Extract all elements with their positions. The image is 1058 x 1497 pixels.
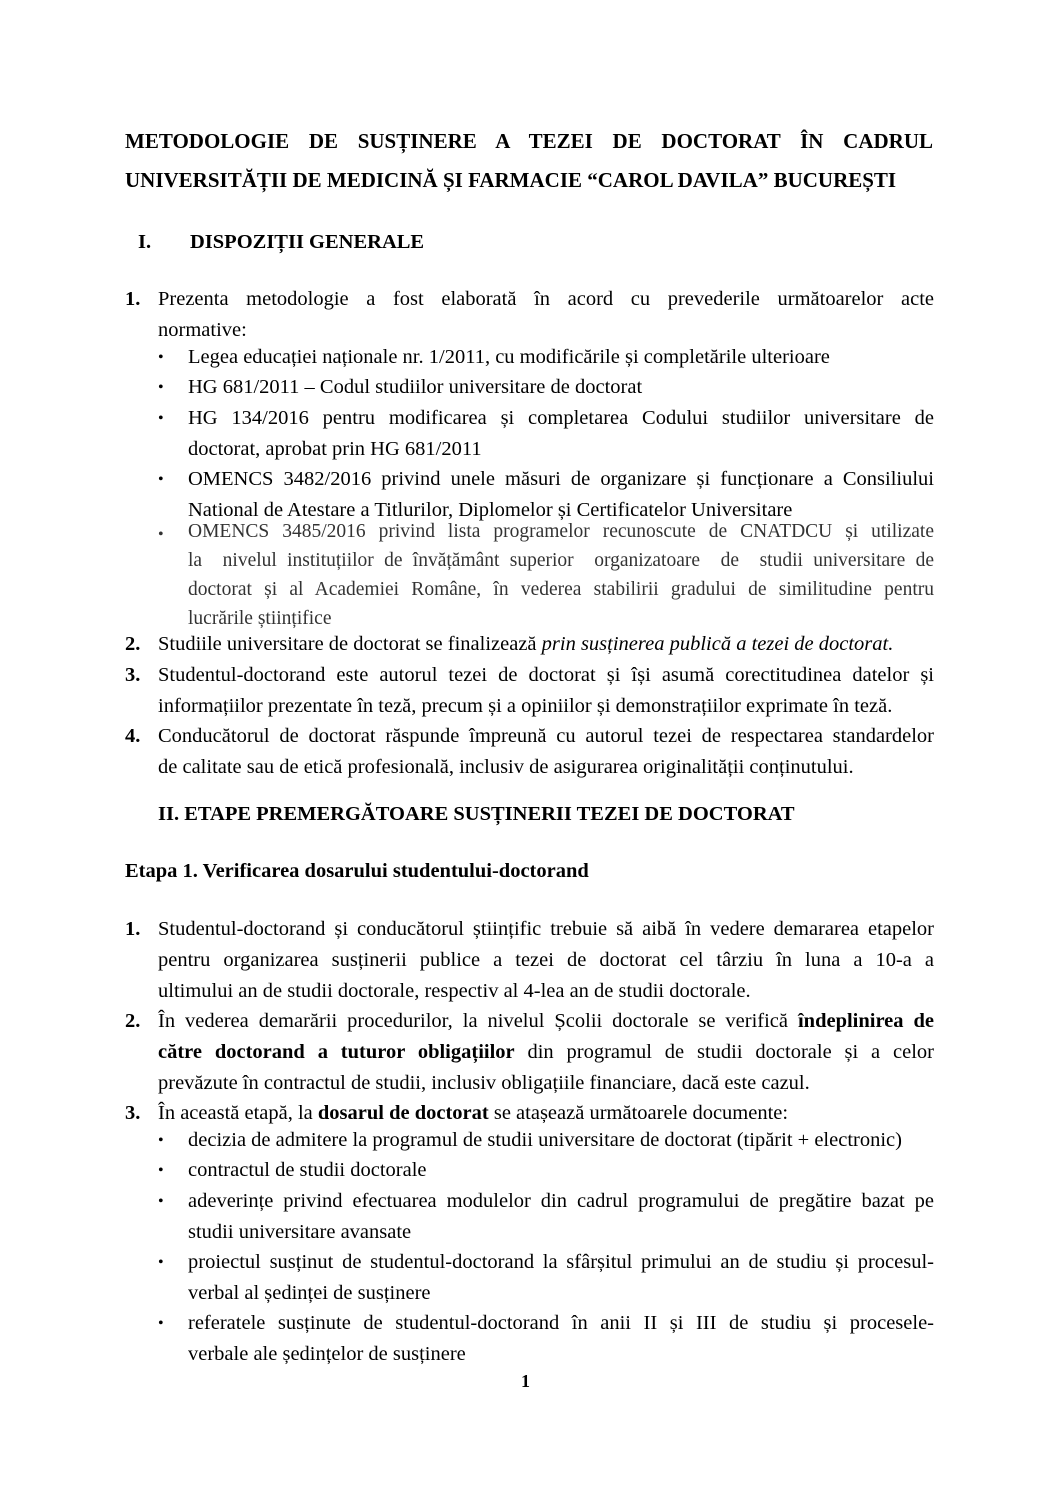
item-text-line: ultimului an de studii doctorale, respectiv al 4-lea an de studii doctorale.: [158, 980, 751, 1002]
item-text-line: informațiilor prezentate în teză, precum și a opiniilor și demonstrațiilor exprimate în teză.: [158, 695, 893, 717]
item-text: În această etapă, la: [158, 1102, 318, 1124]
item-number: 3.: [125, 1102, 141, 1124]
bullet-icon: •: [158, 471, 164, 488]
bullet-text-line: decizia de admitere la programul de studii universitare de doctorat (tipărit + electronic): [188, 1129, 902, 1151]
item-text-bold: către doctorand a tuturor obligațiilor: [158, 1041, 515, 1063]
bullet-item: [188, 403, 934, 465]
bullet-icon: •: [158, 526, 164, 543]
bullet-icon: •: [158, 1162, 164, 1179]
bullet-icon: •: [158, 1254, 164, 1271]
section-1-heading: DISPOZIȚII GENERALE: [190, 231, 425, 253]
section-1-numeral: I.: [138, 231, 152, 253]
bullet-text-line: OMENCS 3485/2016 privind lista programelor recunoscute de CNATDCU și utilizate: [188, 521, 934, 542]
bullet-item: [188, 517, 934, 633]
bullet-text-line: doctorat și al Academiei Române, în vederea stabilirii gradului de similitudine pentru: [188, 579, 934, 600]
item-text-line: Conducătorul de doctorat răspunde împreună cu autorul tezei de respectarea standardelor: [158, 725, 934, 747]
bullet-text-line: la nivelul instituțiilor de învățământ superior organizatoare de studii universitare de: [188, 550, 934, 571]
item-number: 1.: [125, 918, 141, 940]
bullet-text-line: lucrările științifice: [188, 608, 332, 629]
bullet-item: [188, 1125, 934, 1156]
item-text-bold: îndeplinirea de: [797, 1010, 934, 1032]
bullet-item: [188, 1247, 934, 1309]
document-title-line-1: METODOLOGIE DE SUSȚINERE A TEZEI DE DOCTORAT ÎN CADRUL: [125, 129, 933, 153]
item-text-line: prevăzute în contractul de studii, inclusiv obligațiile financiare, dacă este cazul.: [158, 1072, 810, 1094]
item-text-line: normative:: [158, 319, 247, 341]
item-text-line: Prezenta metodologie a fost elaborată în acord cu prevederile următoarelor acte: [158, 288, 934, 310]
bullet-text-line: OMENCS 3482/2016 privind unele măsuri de organizare și funcționare a Consiliului: [188, 468, 934, 490]
item-text: din programul de studii doctorale și a celor: [514, 1041, 934, 1063]
item-text-line: de calitate sau de etică profesională, inclusiv de asigurarea originalității conținutului.: [158, 756, 854, 778]
item-number: 4.: [125, 725, 141, 747]
item-text-line: [158, 1037, 934, 1068]
bullet-icon: •: [158, 1132, 164, 1149]
bullet-icon: •: [158, 410, 164, 427]
bullet-icon: •: [158, 1315, 164, 1332]
bullet-text-line: studii universitare avansate: [188, 1221, 412, 1243]
stage-1-heading: Etapa 1. Verificarea dosarului studentului-doctorand: [125, 860, 589, 882]
item-text-line: [158, 1006, 934, 1037]
bullet-text-line: National de Atestare a Titlurilor, Diplomelor și Certificatelor Universitare: [188, 499, 793, 521]
bullet-item: [188, 1186, 934, 1248]
bullet-item: [188, 342, 934, 373]
bullet-text-line: verbale ale ședințelor de susținere: [188, 1343, 466, 1365]
document-title-line-2: UNIVERSITĂȚII DE MEDICINĂ ȘI FARMACIE “CAROL DAVILA” BUCUREȘTI: [125, 168, 897, 192]
item-text-line: Studentul-doctorand este autorul tezei de doctorat și își asumă corectitudinea datelor și: [158, 664, 934, 686]
item-text-line: Studentul-doctorand și conducătorul științific trebuie să aibă în vedere demararea etapelor: [158, 918, 934, 940]
item-text-line: pentru organizarea susținerii publice a tezei de doctorat cel târziu în luna a 10-a a: [158, 949, 934, 971]
item-number: 3.: [125, 664, 141, 686]
bullet-text-line: adeverințe privind efectuarea modulelor din cadrul programului de pregătire bazat pe: [188, 1190, 934, 1212]
list-item: [158, 629, 934, 660]
list-item: [158, 660, 934, 722]
bullet-item: [188, 1308, 934, 1370]
item-text: se atașează următoarele documente:: [488, 1102, 789, 1124]
list-item: [158, 1006, 934, 1099]
page-number: 1: [521, 1371, 530, 1391]
bullet-text-line: contractul de studii doctorale: [188, 1159, 427, 1181]
bullet-text-line: HG 134/2016 pentru modificarea și completarea Codului studiilor universitare de: [188, 407, 934, 429]
bullet-icon: •: [158, 1193, 164, 1210]
item-number: 1.: [125, 288, 141, 310]
item-text: Studiile universitare de doctorat se finalizează: [158, 633, 542, 655]
item-text-emphasis: prin susținerea publică a tezei de doctorat.: [541, 633, 894, 655]
bullet-item: [188, 1155, 934, 1186]
bullet-text-line: doctorat, aprobat prin HG 681/2011: [188, 438, 482, 460]
bullet-text-line: Legea educației naționale nr. 1/2011, cu modificările și completările ulterioare: [188, 346, 830, 368]
bullet-text-line: referatele susținute de studentul-doctorand în anii II și III de studiu și procesele-: [188, 1312, 934, 1334]
list-item: [158, 914, 934, 1007]
bullet-text-line: proiectul susținut de studentul-doctorand la sfârșitul primului an de studiu și procesul-: [188, 1251, 934, 1273]
bullet-icon: •: [158, 349, 164, 366]
item-text-bold: dosarul de doctorat: [317, 1102, 489, 1124]
bullet-icon: •: [158, 379, 164, 396]
bullet-text-line: HG 681/2011 – Codul studiilor universitare de doctorat: [188, 376, 643, 398]
list-item: [158, 284, 934, 346]
bullet-text-line: verbal al ședinței de susținere: [188, 1282, 431, 1304]
section-2-heading: II. ETAPE PREMERGĂTOARE SUSȚINERII TEZEI DE DOCTORAT: [158, 803, 795, 825]
item-number: 2.: [125, 1010, 141, 1032]
item-text: În vederea demarării procedurilor, la nivelul Școlii doctorale se verifică: [158, 1010, 798, 1032]
bullet-item: [188, 372, 934, 403]
list-item: [158, 721, 934, 783]
item-number: 2.: [125, 633, 141, 655]
